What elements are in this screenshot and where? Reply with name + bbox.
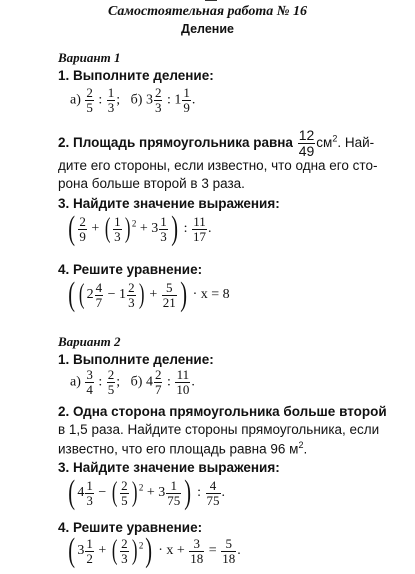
v2-task2-line2: в 1,5 раза. Найдите стороны прямоугольника, если [58,422,380,437]
v1-task2-line2: дите его стороны, если известно, что одна его сто- [58,158,378,173]
v1-task1-label-b: б) [130,92,143,108]
v1-task3-expression: ( $\frac{2}{9}$ + ( $\frac{1}{3}$ ) $^2$ + 3 $\frac{1}{3}$ ) : $\frac{11}{17}$ . [68,210,212,247]
v1-task4-equation: ( ( 2 $\frac{4}{7}$ − 1 $\frac{2}{3}$ ) + $\frac{5}{21}$ ) · x = 8 [68,276,230,313]
v2-task1-text: 1. Выполните деление: [58,352,214,367]
v1-task1-expressions: а) $\frac{2}{5}$ : $\frac{1}{3}$ ; б) 3 $\frac{2}{3}$ : 1 $\frac{1}{9}$ . [70,85,196,115]
v2-task2-line1: 2. Одна сторона прямоугольника больше второй [58,404,387,419]
v1-task2-line3: рона больше второй в 3 раза. [58,176,245,191]
v1-task1-text: 1. Выполните деление: [58,68,214,83]
v1-task1-label-a: а) [70,92,81,108]
v2-task2-line3: известно, что его площадь равна 96 $м^2$. [58,440,308,457]
v1-task4-text: 4. Решите уравнение: [58,262,203,277]
v2-task4-equation: ( 3 $\frac{1}{2}$ + ( $\frac{2}{3}$ ) $^2$) · x + $\frac{3}{18}$ = $\frac{5}{18}$ . [68,532,241,569]
v2-task3-expression: ( 4 $\frac{1}{3}$ − ( $\frac{2}{5}$ ) $^2$ + 3 $\frac{1}{75}$ ) : $\frac{4}{75}$ . [68,474,226,511]
v1-task3-text: 3. Найдите значение выражения: [58,196,280,211]
v2-task3-text: 3. Найдите значение выражения: [58,460,280,475]
variant-1-label: Вариант 1 [58,50,121,65]
variant-2-label: Вариант 2 [58,334,121,349]
v2-task1-expressions: а) $\frac{3}{4}$ : $\frac{2}{5}$ ; б) 4 $\frac{2}{7}$ : $\frac{11}{10}$ . [70,367,195,397]
v1-task2-line1: 2. Площадь прямоугольника равна $\frac{12}{49}$ $см^2$. Най- [58,127,375,159]
v2-task4-text: 4. Решите уравнение: [58,520,203,535]
worksheet-title: Самостоятельная работа № 16 [107,4,308,19]
worksheet-subtitle: Деление [181,22,234,36]
top-rule [205,0,217,1]
